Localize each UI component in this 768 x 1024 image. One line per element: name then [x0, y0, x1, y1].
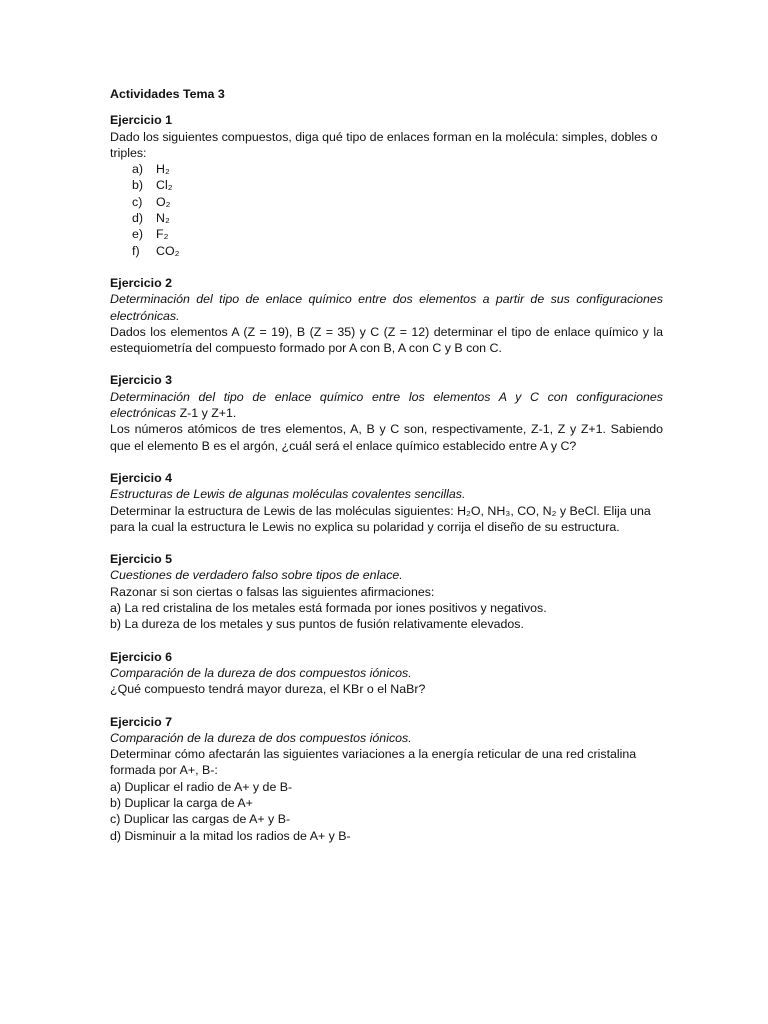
exercise-subtitle-tail: Z-1 y Z+1. — [176, 406, 237, 421]
exercise-1 — [110, 112, 663, 259]
exercise-text: a) Duplicar el radio de A+ y de B- — [110, 779, 293, 794]
exercise-4 — [110, 470, 663, 535]
exercise-6 — [110, 649, 663, 698]
exercise-heading: Ejercicio 2 — [110, 275, 172, 290]
exercise-subtitle: Determinación del tipo de enlace químico entre dos elementos a partir de sus configuraciones electrónicas. — [110, 292, 663, 323]
exercise-text: ¿Qué compuesto tendrá mayor dureza, el KBr o el NaBr? — [110, 682, 426, 697]
option-letter: b) — [132, 178, 144, 193]
document-title: Actividades Tema 3 — [110, 87, 225, 101]
exercise-subtitle-block — [110, 389, 663, 422]
exercise-text: Los números atómicos de tres elementos, A, B y C son, respectivamente, Z-1, Z y Z+1. Sabiendo que el elemento B es el argón, ¿cuál será el enlace químico establecido entre A y C? — [110, 422, 663, 453]
exercise-subtitle: Comparación de la dureza de dos compuestos iónicos. — [110, 730, 412, 745]
option-text: H₂ — [156, 162, 170, 177]
option-text: F₂ — [156, 227, 169, 242]
option-letter: e) — [132, 227, 144, 242]
exercise-text: c) Duplicar las cargas de A+ y B- — [110, 812, 291, 827]
option-text: O₂ — [156, 194, 171, 209]
exercise-text: a) La red cristalina de los metales está formada por iones positivos y negativos. — [110, 601, 547, 616]
list-item — [132, 161, 663, 177]
exercise-text: b) La dureza de los metales y sus puntos de fusión relativamente elevados. — [110, 617, 524, 632]
exercise-subtitle: Cuestiones de verdadero falso sobre tipos de enlace. — [110, 568, 403, 583]
exercise-text: Razonar si son ciertas o falsas las siguientes afirmaciones: — [110, 584, 435, 599]
list-item — [132, 226, 663, 242]
list-item — [132, 194, 663, 210]
option-text: N₂ — [156, 211, 170, 226]
exercise-subtitle: Determinación del tipo de enlace químico entre los elementos A y C con configuraciones electrónicas — [110, 389, 663, 421]
exercise-heading: Ejercicio 7 — [110, 714, 172, 729]
exercise-text: Dado los siguientes compuestos, diga qué tipo de enlaces forman en la molécula: simples, dobles o triples: — [110, 129, 658, 160]
exercise-heading: Ejercicio 3 — [110, 373, 172, 388]
exercise-text: Determinar cómo afectarán las siguientes variaciones a la energía reticular de una red cristalina formada por A+, B-: — [110, 747, 637, 778]
option-text: Cl₂ — [156, 178, 173, 193]
exercise-text: Determinar la estructura de Lewis de las moléculas siguientes: H₂O, NH₃, CO, N₂ y BeCl. Elija una para la cual la estructura le Lewis no explica su polaridad y corrija el diseño de su estructura. — [110, 503, 651, 534]
option-text: CO₂ — [156, 243, 180, 258]
exercise-text: d) Disminuir a la mitad los radios de A+ y B- — [110, 828, 351, 843]
list-item — [132, 243, 663, 259]
exercise-text: b) Duplicar la carga de A+ — [110, 795, 253, 810]
exercise-subtitle: Estructuras de Lewis de algunas moléculas covalentes sencillas. — [110, 487, 466, 502]
list-item — [132, 210, 663, 226]
option-letter: d) — [132, 211, 144, 226]
exercise-heading: Ejercicio 1 — [110, 113, 172, 128]
list-item — [132, 177, 663, 193]
exercise-7 — [110, 714, 663, 844]
exercise-heading: Ejercicio 4 — [110, 470, 172, 485]
option-letter: a) — [132, 162, 144, 177]
option-list — [110, 161, 663, 259]
exercise-subtitle: Comparación de la dureza de dos compuestos iónicos. — [110, 665, 412, 680]
exercise-2 — [110, 275, 663, 356]
exercise-heading: Ejercicio 5 — [110, 552, 172, 567]
option-letter: f) — [132, 243, 140, 258]
option-letter: c) — [132, 194, 143, 209]
exercise-heading: Ejercicio 6 — [110, 649, 172, 664]
exercise-5 — [110, 551, 663, 632]
exercise-3 — [110, 372, 663, 453]
exercise-text: Dados los elementos A (Z = 19), B (Z = 35) y C (Z = 12) determinar el tipo de enlace químico y la estequiometría del compuesto formado por A con B, A con C y B con C. — [110, 324, 663, 356]
